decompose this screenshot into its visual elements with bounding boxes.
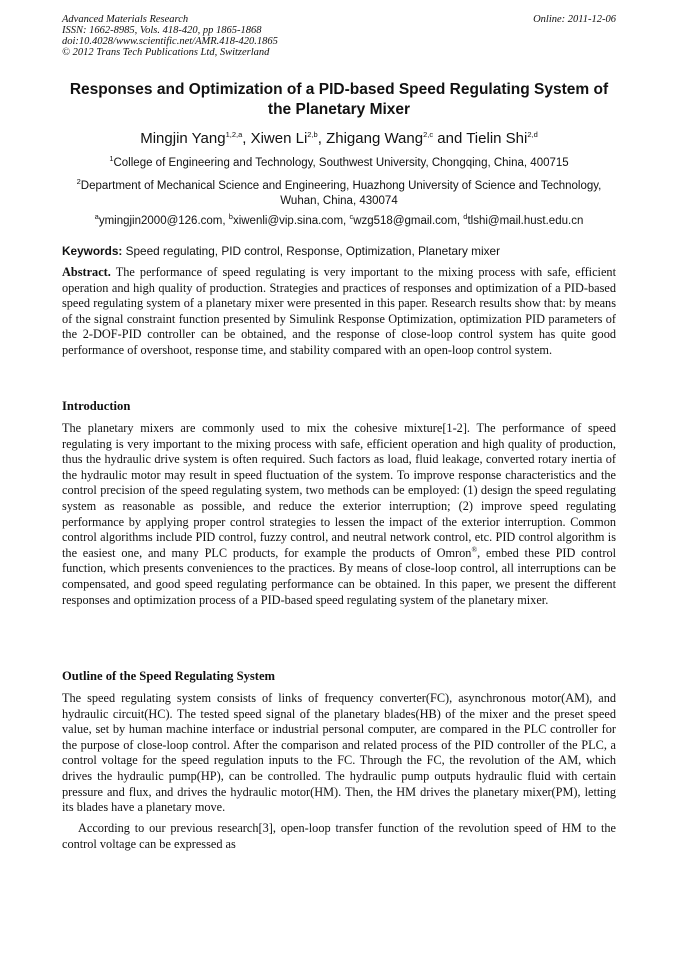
abstract-label: Abstract. — [62, 265, 111, 279]
author-affil-mark: 2,d — [527, 130, 538, 139]
paper-title: Responses and Optimization of a PID-based Speed Regulating System of the Planetary Mixer — [69, 81, 609, 118]
introduction-paragraph — [62, 421, 616, 608]
outline-paragraph-2: According to our previous research[3], open-loop transfer function of the revolution speed of HM to the control voltage can be expressed as — [62, 821, 616, 851]
author-list — [62, 129, 616, 149]
email-link[interactable]: tlshi@mail.hust.edu.cn — [467, 215, 584, 227]
introduction-text-cont: , embed these PID control function, which presents conveniences to the practices. By means of close-loop control, all interruptions can be compensated, and good speed regulating performance can be obtained. In this paper, we present the different responses and optimization process of a PID-based speed regulating system of the planetary mixer. — [62, 545, 617, 607]
author-separator: and — [433, 130, 467, 147]
email-link[interactable]: wzg518@gmail.com, — [353, 215, 464, 227]
affiliation-1 — [62, 156, 616, 171]
author-name: Zhigang Wang — [326, 130, 424, 147]
keywords-text: Speed regulating, PID control, Response, Optimization, Planetary mixer — [122, 244, 500, 258]
affiliation-mark: 2 — [76, 177, 81, 187]
introduction-text: The planetary mixers are commonly used to mix the cohesive mixture[1-2]. The performance of speed regulating is very important to the mixing process with safe, efficient operation and high quality of production, thus the hydraulic drive system is often required. Such factors as load, fluid leakage, converted rotary inertia of the hydraulic motor may result in speed fluctuation of the system. To improve response characteristics and the control precision of the speed regulating system, two methods can be employed: (1) design the speed regulating system as reasonable as possible, and reduce the exterior interruption; (2) improve speed regulating performance by applying proper control strategies to lessen the impact of the exterior interruption. Common control algorithms include PID control, fuzzy control, and neutral network control, etc. PID control algorithm is the easiest one, and many PLC products, for example the products of Omron — [62, 421, 616, 560]
author-name: Tielin Shi — [466, 130, 528, 147]
keywords-label: Keywords: — [62, 244, 123, 258]
issn-line: ISSN: 1662-8985, Vols. 418-420, pp 1865-1868 — [62, 25, 262, 36]
section-heading-outline: Outline of the Speed Regulating System — [62, 669, 276, 683]
author-affil-mark: 2,b — [307, 130, 318, 139]
author-affil-mark: 1,2,a — [225, 130, 243, 139]
email-mark: b — [228, 212, 233, 222]
email-mark: c — [349, 212, 354, 222]
affiliation-text: College of Engineering and Technology, Southwest University, Chongqing, China, 400715 — [113, 157, 569, 169]
email-link[interactable]: ymingjin2000@126.com, — [98, 215, 229, 227]
author-name: Xiwen Li — [250, 130, 308, 147]
email-mark: d — [463, 212, 468, 222]
author-name: Mingjin Yang — [140, 130, 226, 147]
author-separator: , — [242, 130, 251, 147]
email-mark: a — [94, 212, 99, 222]
registered-mark: ® — [471, 544, 478, 554]
keywords — [62, 244, 616, 259]
author-affil-mark: 2,c — [423, 130, 434, 139]
doi-line[interactable]: doi:10.4028/www.scientific.net/AMR.418-420.1865 — [62, 36, 278, 47]
affiliation-text: Department of Mechanical Science and Engineering, Huazhong University of Science and Technology, Wuhan, China, 430074 — [80, 180, 602, 207]
journal-name: Advanced Materials Research — [62, 14, 189, 25]
abstract — [62, 265, 616, 359]
abstract-text: The performance of speed regulating is very important to the mixing process with safe, efficient operation and high quality of production. Strategies and practices of responses and optimization of a PID-based speed regulating system of a planetary mixer were presented in this paper. Research results show that: by means of the signal constraint function presented by Simulink Response Optimization, optimization PID parameters of the 2-DOF-PID controller can be obtained, and the response of close-loop control system has quite good performance of overshoot, response time, and stability compared with an open-loop control system. — [62, 265, 616, 357]
email-list — [62, 214, 616, 229]
outline-paragraph-1: The speed regulating system consists of links of frequency converter(FC), asynchronous motor(AM), and hydraulic circuit(HC). The tested speed signal of the planetary blades(HB) of the mixer and the preset speed value, set by human machine interface or industrial personal computer, are compared in the PLC controller for the purpose of close-loop control. After the comparison and related process of the PID controller of the PLC, a control voltage for the speed regulation inputs to the FC. Through the FC, the revolution of the AM, which drives the hydraulic pump(HP), can be controlled. The hydraulic pump outputs hydraulic fluid with certain pressure and flux, and drives the hydraulic motor(HM). Then, the HM drives the planetary mixer(PM), letting its blades have a planetary move. — [62, 691, 616, 815]
affiliation-2 — [62, 179, 616, 209]
author-separator: , — [317, 130, 327, 147]
online-date: Online: 2011-12-06 — [533, 14, 616, 25]
section-heading-introduction: Introduction — [62, 399, 131, 413]
affiliation-mark: 1 — [109, 154, 114, 164]
copyright-line: © 2012 Trans Tech Publications Ltd, Switzerland — [62, 47, 270, 58]
journal-header — [62, 14, 616, 58]
email-link[interactable]: xiwenli@vip.sina.com, — [232, 215, 350, 227]
